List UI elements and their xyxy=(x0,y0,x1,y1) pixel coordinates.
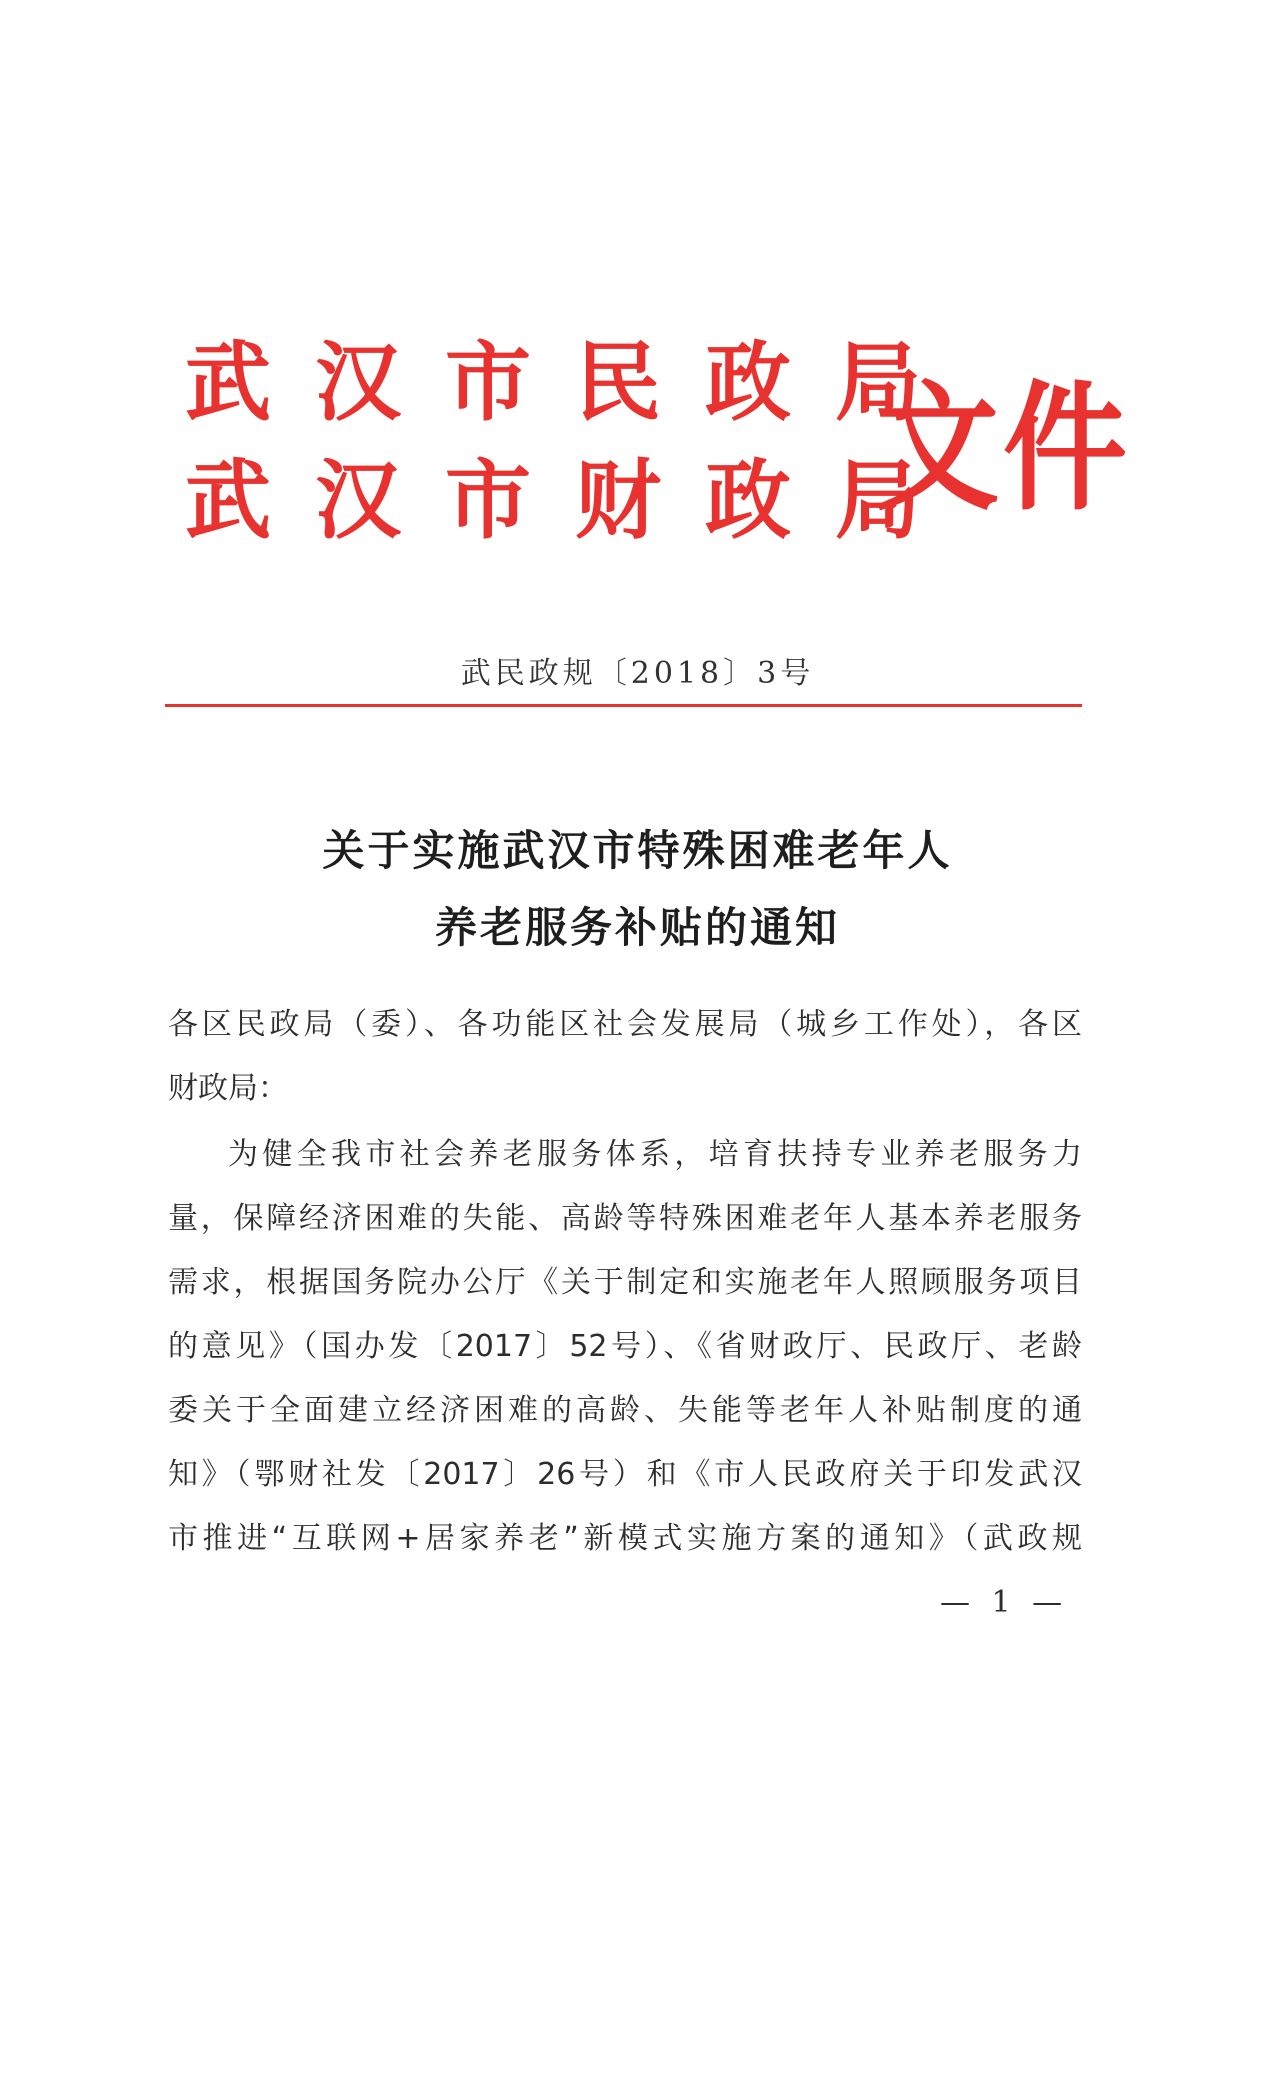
paragraph-line: 为健全我市社会养老服务体系，培育扶持专业养老服务力 xyxy=(228,1137,1082,1172)
paragraph-line: 市推进“互联网+居家养老”新模式实施方案的通知》（武政规 xyxy=(168,1521,1082,1556)
addressee-line: 财政局： xyxy=(168,1071,288,1106)
letterhead xyxy=(185,333,1132,570)
addressee xyxy=(168,1007,1082,1130)
document-title-line-1: 关于实施武汉市特殊困难老年人 xyxy=(322,826,953,875)
addressee-line: 各区民政局（委）、各功能区社会发展局（城乡工作处），各区 xyxy=(168,1007,1082,1042)
red-divider xyxy=(165,704,1082,707)
paragraph-line: 需求，根据国务院办公厅《关于制定和实施老年人照顾服务项目 xyxy=(168,1265,1082,1300)
paragraph-line: 的意见》（国办发〔2017〕52号）、《省财政厅、民政厅、老龄 xyxy=(168,1329,1082,1364)
body-paragraph xyxy=(168,1137,1082,1580)
document-title-line-2: 养老服务补贴的通知 xyxy=(434,903,840,952)
paragraph-line: 委关于全面建立经济困难的高龄、失能等老年人补贴制度的通 xyxy=(168,1393,1082,1428)
paragraph-line: 知》（鄂财社发〔2017〕26号）和《市人民政府关于印发武汉 xyxy=(168,1457,1082,1492)
paragraph-line: 量，保障经济困难的失能、高龄等特殊困难老年人基本养老服务 xyxy=(168,1201,1082,1236)
agency-name-civil-affairs: 武汉市民政局 xyxy=(185,333,965,433)
page-number: — 1 — xyxy=(940,1585,1069,1620)
agency-name-finance: 武汉市财政局 xyxy=(185,451,965,551)
document-number: 武民政规〔2018〕3号 xyxy=(460,656,815,691)
document-label: 文件 xyxy=(875,368,1132,531)
